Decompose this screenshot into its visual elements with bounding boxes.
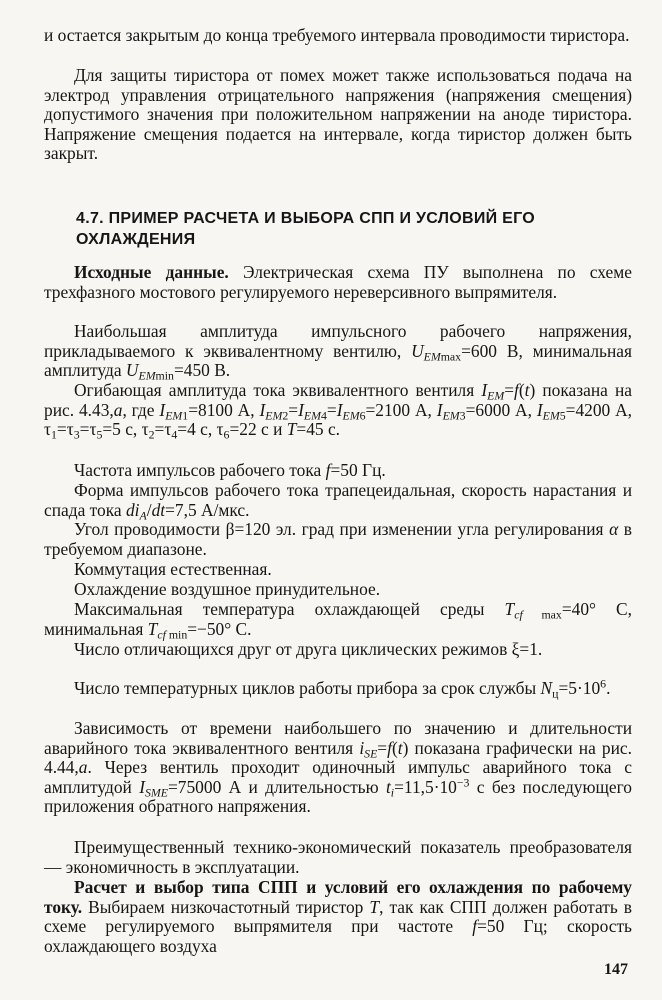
- isme-value: =75000 А: [167, 776, 242, 797]
- pulse-shape-value: =7,5 А/мкс.: [165, 499, 250, 520]
- T-value: =45 с.: [296, 419, 341, 440]
- tau6-value: =22 с: [229, 419, 269, 440]
- frequency-text: Частота импульсов рабочего тока: [74, 460, 326, 480]
- paragraph-cyclic-modes: [44, 640, 632, 660]
- emergency-text2: показана графически на рис. 4.44,: [44, 737, 632, 778]
- tmax-value: =40° С,: [561, 599, 632, 619]
- frequency-value: =50 Гц.: [330, 460, 386, 480]
- amplitude-text2: минимальная амплитуда: [44, 340, 632, 381]
- envelope-text3: , где: [122, 399, 160, 420]
- ti-exp: −3: [456, 775, 470, 790]
- paragraph-selection: Расчет и выбор типа СПП и условий его охлаждения по рабочему току. Выбираем низкочастотный тиристор Т, так как СПП должен работать в схеме регулируемого выпрямителя при частоте f=50 Гц; скорость охлаждающего воздуха: [44, 877, 632, 956]
- ti-value: =11,5·10: [394, 776, 457, 797]
- emergency-text: Зависимость от времени наибольшего по значению и длительности аварийного тока эквивалентного вентиля: [44, 718, 632, 758]
- paragraph-pulse-shape: Форма импульсов рабочего тока трапецеидальная, скорость нарастания и спада тока $di_A/dt=7,5$ А/мкс.: [44, 480, 632, 522]
- iem5-value: =4200 А,: [565, 399, 633, 420]
- page-number: 147: [604, 961, 628, 978]
- pulse-shape-text: Форма импульсов рабочего тока трапецеидальная, скорость нарастания и спада тока: [44, 480, 632, 520]
- paragraph-envelope: Огибающая амплитуда тока эквивалентного вентиля $I_{EM}=f(t)$ показана на рис. 4.43,а, где $I_{EM1}=8100$ А, $I_{EM2}=I_{EM4}=I_{EM6}=2100$ А, $I_{EM3}=6000$ А, $I_{EM5}=4200$ А, $\tau_1=\tau_3=\tau_5=5$ с, $\tau_2=\tau_4=4$ с, $\tau_6=22$ с и T=45 с.: [44, 380, 633, 442]
- thermal-cycles-exp: 6: [600, 676, 607, 691]
- envelope-text2: показана на рис. 4.43,: [44, 380, 632, 420]
- conduction-alpha: α: [609, 519, 619, 539]
- selection-freq-value: =50 Гц;: [477, 916, 548, 937]
- umax-value: =600 В,: [461, 340, 523, 361]
- selection-text3: скорость охлаждающего воздуха: [44, 916, 632, 956]
- temperature-text2: минимальная: [44, 618, 148, 639]
- paragraph-conduction: [44, 520, 632, 559]
- paragraph-protection: Для защиты тиристора от помех может также использоваться подача на электрод управления отрицательного напряжения (напряжения смещения) допустимого значения при положительном напряжении на аноде тиристора. Напряжение смещения подается на интервале, когда тиристор должен быть закрыт.: [44, 65, 632, 164]
- source-data-lead: Исходные данные.: [74, 262, 229, 282]
- emergency-text4: и длительностью: [241, 776, 386, 797]
- paragraph-commutation: Коммутация естественная.: [74, 559, 272, 579]
- temperature-text: Максимальная температура охлаждающей среды: [74, 599, 505, 619]
- selection-text: Выбираем низкочастотный тиристор: [82, 896, 370, 917]
- emergency-text5: с без последующего приложения обратного напряжения.: [44, 776, 632, 817]
- selection-lead: Расчет и выбор типа СПП и условий его охлаждения по рабочему току.: [44, 877, 632, 917]
- emergency-text3: . Через вентиль проходит одиночный импульс аварийного тока с амплитудой: [44, 757, 632, 797]
- emergency-fig-letter: а: [78, 757, 88, 778]
- conduction-text: Угол проводимости β=120 эл. град при изменении угла регулирования: [74, 519, 610, 539]
- paragraph-source-data: [44, 263, 632, 302]
- envelope-text: Огибающая амплитуда тока эквивалентного вентиля: [74, 380, 482, 400]
- envelope-conj: и: [268, 419, 287, 440]
- umin-value: =450 В.: [173, 360, 231, 381]
- thermal-cycles-text: Число температурных циклов работы прибора за срок службы: [74, 678, 541, 698]
- section-heading: 4.7. ПРИМЕР РАСЧЕТА И ВЫБОРА СПП И УСЛОВИЙ ЕГО ОХЛАЖДЕНИЯ: [76, 210, 536, 248]
- paragraph-thermal-cycles: Число температурных циклов работы прибора за срок службы $N_ц=5\cdot 10^6$.: [74, 676, 611, 701]
- envelope-fig-letter: а: [113, 399, 123, 420]
- paragraph-continuation: и остается закрытым до конца требуемого интервала проводимости тиристора.: [44, 25, 630, 45]
- cyclic-modes-text: Число отличающихся друг от друга циклических режимов: [74, 639, 512, 659]
- paragraph-amplitude: Наибольшая амплитуда импульсного рабочего напряжения, прикладываемого к эквивалентному вентилю, $U_{EMmax}=600$ В, минимальная амплитуда $U_{EMmin}=450$ В.: [44, 321, 632, 383]
- paragraph-emergency: Зависимость от времени наибольшего по значению и длительности аварийного тока эквивалентного вентиля $i_{SE}=f(t)$ показана графически на рис. 4.44,а. Через вентиль проходит одиночный импульс аварийного тока с амплитудой $I_{SME}=75000$ А и длительностью $t_i=11,5\cdot 10^{-3}$ с без последующего приложения обратного напряжения.: [44, 718, 632, 817]
- cyclic-modes-value: ξ=1.: [511, 639, 543, 659]
- conduction-text2: в требуемом диапазоне.: [44, 519, 632, 559]
- selection-text2: , так как СПП должен работать в схеме регулируемого выпрямителя при частоте: [44, 896, 632, 937]
- iem246-value: =2100 А,: [365, 399, 432, 420]
- iem3-value: =6000 А,: [465, 399, 532, 420]
- tmin-value: =−50° С.: [187, 618, 252, 639]
- tau24-value: =4 с,: [177, 419, 213, 440]
- thermal-cycles-end: .: [606, 678, 611, 698]
- amplitude-text: Наибольшая амплитуда импульсного рабочего напряжения, прикладываемого к эквивалентному вентилю,: [44, 321, 632, 361]
- paragraph-temperature: Максимальная температура охлаждающей среды $T_{cf max}=40^\circ$ С, минимальная $T_{cf min}=-50^\circ$ С.: [44, 599, 632, 641]
- paragraph-economic: Преимущественный технико-экономический показатель преобразователя — экономичность в эксплуатации.: [44, 837, 632, 877]
- iem1-value: =8100 А,: [188, 399, 255, 420]
- paragraph-cooling: Охлаждение воздушное принудительное.: [74, 579, 381, 599]
- paragraph-frequency: Частота импульсов рабочего тока f=50 Гц.: [74, 460, 386, 480]
- source-data-text: Электрическая схема ПУ выполнена по схеме трехфазного мостового регулируемого нереверсивного выпрямителя.: [44, 262, 632, 302]
- thermal-cycles-value: =5·10: [558, 678, 601, 698]
- selection-T-symbol: Т: [369, 896, 380, 917]
- tau135-value: =5 с,: [102, 419, 138, 440]
